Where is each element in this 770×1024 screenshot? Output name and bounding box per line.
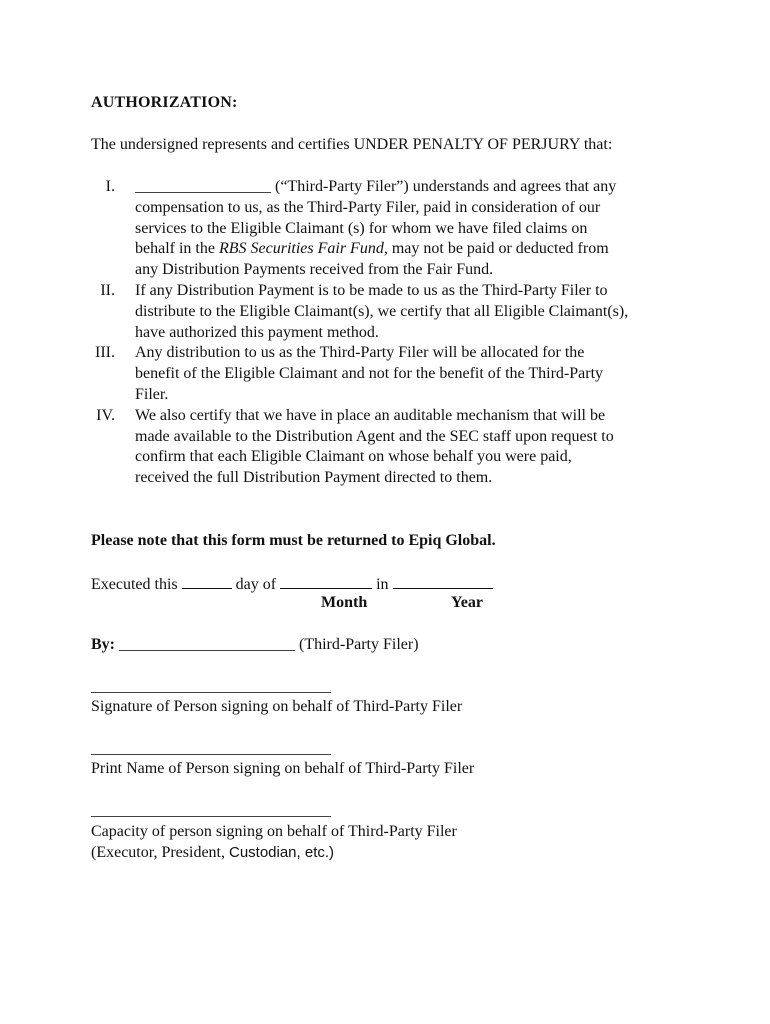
clause-text: [135, 281, 691, 343]
in-text: in: [372, 576, 393, 593]
clause-4: [91, 406, 691, 489]
filer-name-blank[interactable]: ______________________: [115, 636, 299, 653]
clause-line: [135, 239, 691, 260]
year-blank[interactable]: [393, 574, 493, 589]
signature-line[interactable]: ______________________________: [91, 678, 331, 695]
by-suffix: (Third-Party Filer): [299, 636, 419, 653]
year-label: Year: [451, 594, 483, 611]
executed-line: [91, 574, 493, 594]
clause-text: [135, 177, 691, 281]
clause-line: compensation to us, as the Third-Party Filer, paid in consideration of our: [135, 198, 601, 216]
executed-prefix: Executed this: [91, 576, 182, 593]
print-name-label: Print Name of Person signing on behalf of Third-Party Filer: [91, 760, 475, 777]
clause-line: distribute to the Eligible Claimant(s), we certify that all Eligible Claimant(s),: [135, 302, 629, 320]
clause-line: services to the Eligible Claimant (s) for whom we have filed claims on: [135, 219, 588, 237]
month-label: Month: [321, 594, 368, 611]
clause-3: [91, 343, 691, 405]
clause-2: [91, 281, 691, 343]
capacity-label: Capacity of person signing on behalf of Third-Party Filer: [91, 823, 457, 840]
by-line: [91, 636, 419, 654]
clause-line: If any Distribution Payment is to be made to us as the Third-Party Filer to: [135, 281, 608, 299]
clause-line: Filer.: [135, 385, 169, 403]
certification-intro: The undersigned represents and certifies UNDER PENALTY OF PERJURY that:: [91, 136, 613, 153]
capacity-line[interactable]: ______________________________: [91, 802, 331, 819]
section-heading: AUTHORIZATION:: [91, 94, 238, 111]
day-of-text: day of: [231, 576, 281, 593]
by-label: By:: [91, 636, 115, 653]
clause-line: benefit of the Eligible Claimant and not for the benefit of the Third-Party: [135, 365, 604, 383]
clause-line: made available to the Distribution Agent and the SEC staff upon request to: [135, 427, 614, 445]
signature-label: Signature of Person signing on behalf of Third-Party Filer: [91, 698, 463, 715]
clause-text: [135, 406, 691, 489]
clause-numeral: II.: [100, 281, 115, 299]
clause-line: _________________ (“Third-Party Filer”) understands and agrees that any: [135, 178, 617, 195]
fund-name: RBS Securities Fair Fund: [218, 240, 384, 258]
clause-line: received the full Distribution Payment directed to them.: [135, 469, 493, 487]
clause-line: Any distribution to us as the Third-Party Filer will be allocated for the: [135, 344, 585, 362]
certification-clauses: [91, 177, 691, 489]
clause-line: confirm that each Eligible Claimant on whose behalf you were paid,: [135, 448, 572, 466]
day-blank[interactable]: [182, 574, 232, 589]
clause-text: [135, 343, 691, 405]
clause-line: We also certify that we have in place an auditable mechanism that will be: [135, 406, 606, 424]
clause-line: any Distribution Payments received from the Fair Fund.: [135, 261, 494, 279]
clause-numeral: I.: [105, 178, 115, 195]
clause-1: [91, 177, 691, 281]
capacity-examples: [91, 844, 334, 862]
month-blank[interactable]: [280, 574, 372, 589]
clause-line: have authorized this payment method.: [135, 323, 379, 341]
clause-line-suffix: , may not be paid or deducted from: [383, 240, 609, 258]
return-instruction: Please note that this form must be returned to Epiq Global.: [91, 532, 496, 549]
clause-line-prefix: behalf in the: [135, 240, 219, 258]
capacity-examples-sans: Custodian, etc.): [228, 844, 335, 861]
clause-numeral: III.: [95, 344, 115, 362]
print-name-line[interactable]: ______________________________: [91, 740, 331, 757]
capacity-examples-serif: (Executor, President,: [91, 844, 229, 861]
clause-numeral: IV.: [96, 406, 115, 424]
